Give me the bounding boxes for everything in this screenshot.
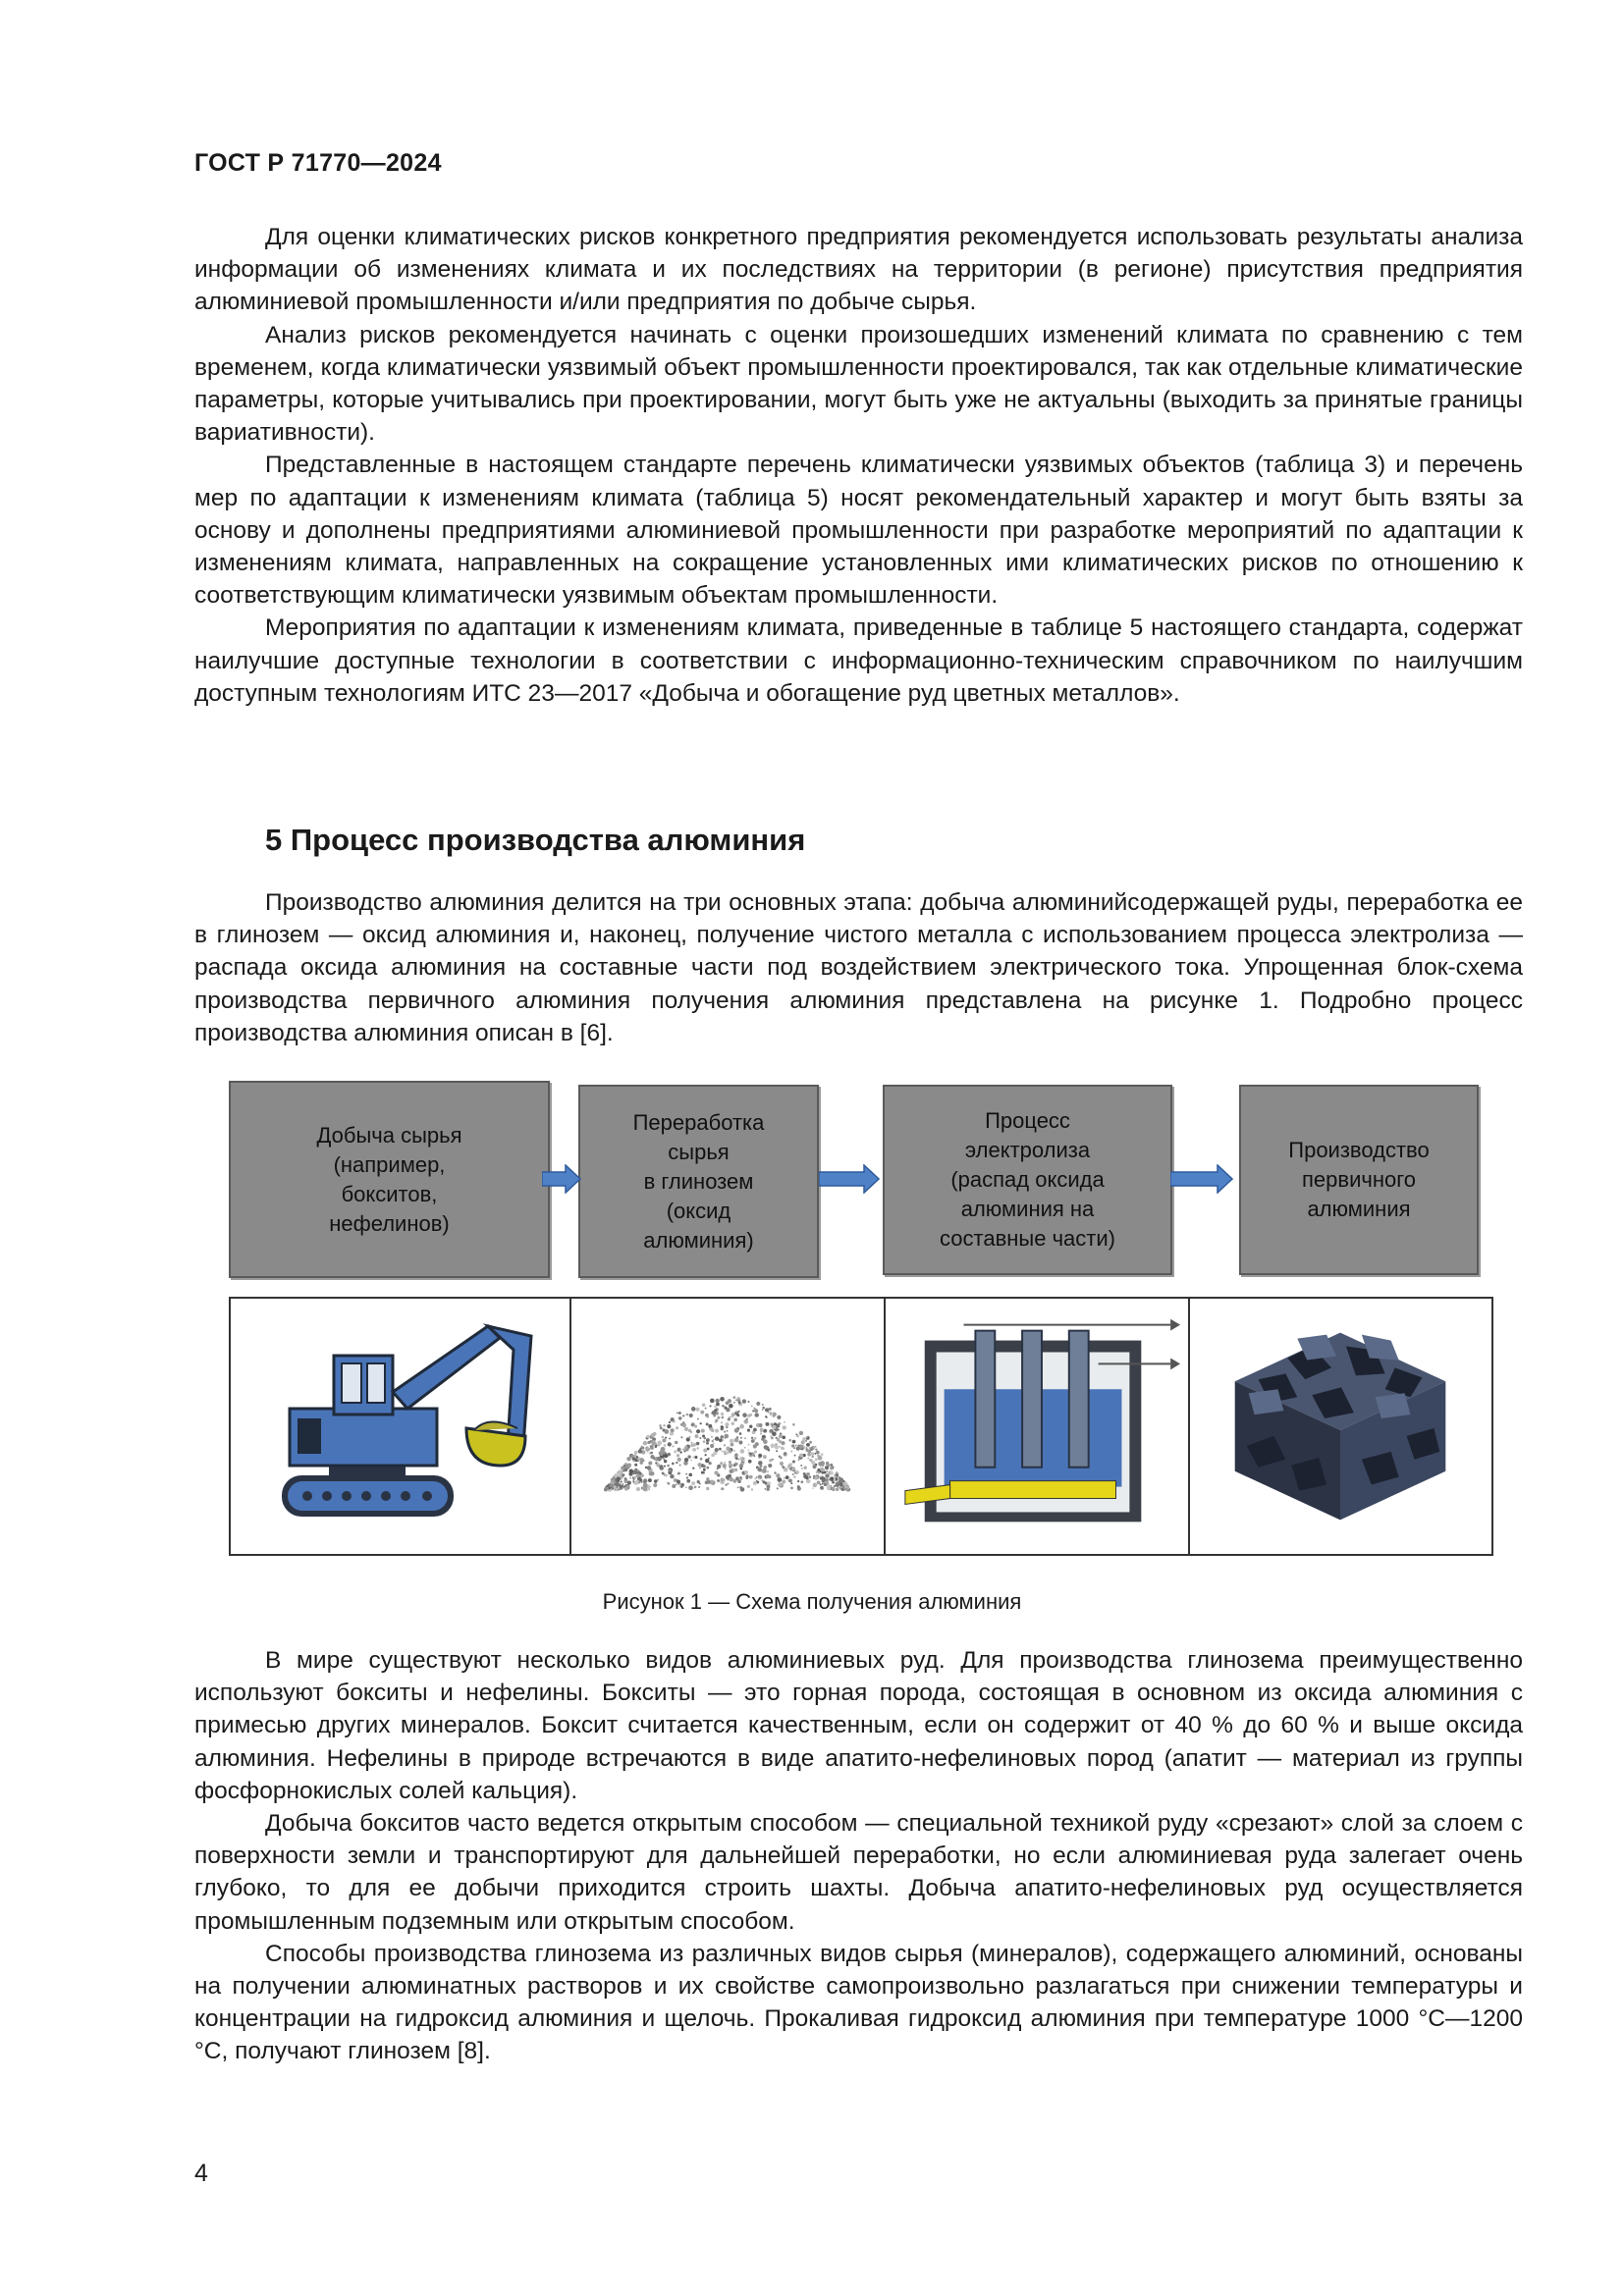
paragraph: Мероприятия по адаптации к изменениям климата, приведенные в таблице 5 настоящего стандарта, содержат наилучшие доступные технологии в соответствии с информационно-техническим справочником по наилучшим доступным технологиям ИТС 23—2017 «Добыча и обогащение руд цветных металлов». xyxy=(194,614,1523,707)
paragraph: Представленные в настоящем стандарте перечень климатически уязвимых объектов (таблица 3) и перечень мер по адаптации к изменениям климата (таблица 5) носят рекомендательный характер и могут быть взяты за основу и дополнены предприятиями алюминиевой промышленности при разработке мероприятий по адаптации к изменениям климата, направленных на сокращение установленных ими климатических рисков по отношению к соответствующим климатически уязвимым объектам промышленности. xyxy=(194,452,1523,610)
section-intro xyxy=(194,886,1523,1049)
paragraph: Способы производства глинозема из различных видов сырья (минералов), содержащего алюминий, основаны на получении алюминатных растворов и их свойстве самопроизвольно разлагаться при снижении температуры и концентрации на гидроксид алюминия и щелочь. Прокаливая гидроксид алюминия при температуре 1000 °С—1200 °С, получают глинозем [8]. xyxy=(194,1940,1523,2065)
electrolysis-cell-icon xyxy=(886,1299,1188,1554)
illustration-ingots xyxy=(1188,1299,1491,1554)
flow-step-line: Добыча сырья xyxy=(316,1122,462,1148)
flow-step-line: первичного xyxy=(1302,1167,1416,1192)
arrow-right-icon xyxy=(1170,1164,1233,1194)
illustration-excavator xyxy=(231,1299,569,1554)
flow-step-line: бокситов, xyxy=(341,1181,438,1206)
flow-step-line: алюминия) xyxy=(643,1227,754,1253)
flow-step-line: алюминия xyxy=(1307,1197,1411,1221)
alumina-powder-icon xyxy=(571,1299,884,1554)
paragraph: В мире существуют несколько видов алюминиевых руд. Для производства глинозема преимущественно используют бокситы и нефелины. Бокситы — это горная порода, состоящая в основном из оксида алюминия с примесью других минералов. Боксит считается качественным, если он содержит от 40 % до 60 % и выше оксида алюминия. Нефелины в природе встречаются в виде апатито-нефелиновых пород (апатит — материал из группы фосфорнокислых солей кальция). xyxy=(194,1647,1523,1804)
flow-step-primary-aluminium xyxy=(1239,1085,1479,1275)
arrow-right-icon xyxy=(819,1164,880,1194)
flow-step-refining xyxy=(578,1085,819,1278)
flow-step-line: Производство xyxy=(1288,1138,1430,1162)
section-heading: 5 Процесс производства алюминия xyxy=(265,823,806,857)
flow-step-line: электролиза xyxy=(964,1138,1091,1162)
flow-step-line: (распад оксида xyxy=(950,1167,1105,1192)
flow-step-line: Процесс xyxy=(985,1108,1070,1133)
flow-step-line: нефелинов) xyxy=(329,1210,450,1236)
flow-step-line: сырья xyxy=(668,1139,730,1164)
document-header: ГОСТ Р 71770—2024 xyxy=(194,149,442,177)
paragraph: Производство алюминия делится на три основных этапа: добыча алюминийсодержащей руды, переработка ее в глинозем — оксид алюминия и, наконец, получение чистого металла с использованием процесса электролиза — распада оксида алюминия на составные части под воздействием электрического тока. Упрощенная блок-схема производства первичного алюминия получения алюминия представлена на рисунке 1. Подробно процесс производства алюминия описан в [6]. xyxy=(194,889,1523,1046)
body-text-top xyxy=(194,221,1523,710)
flow-step-line: (оксид xyxy=(666,1198,731,1223)
illustration-electrolysis xyxy=(884,1299,1188,1554)
arrow-right-icon xyxy=(542,1164,581,1194)
process-illustrations xyxy=(229,1297,1493,1556)
illustration-alumina xyxy=(569,1299,884,1554)
paragraph: Анализ рисков рекомендуется начинать с оценки произошедших изменений климата по сравнению с тем временем, когда климатически уязвимый объект промышленности проектировался, так как отдельные климатические параметры, которые учитывались при проектировании, могут быть уже не актуальны (выходить за принятые границы вариативности). xyxy=(194,321,1523,447)
figure-caption: Рисунок 1 — Схема получения алюминия xyxy=(602,1589,1022,1614)
paragraph: Для оценки климатических рисков конкретного предприятия рекомендуется использовать результаты анализа информации об изменениях климата и их последствиях на территории (в регионе) присутствия предприятия алюминиевой промышленности и/или предприятия по добыче сырья. xyxy=(194,224,1523,316)
page-number: 4 xyxy=(194,2160,208,2187)
aluminium-ingots-icon xyxy=(1190,1299,1491,1554)
flow-step-line: алюминия на xyxy=(960,1197,1095,1221)
paragraph: Добыча бокситов часто ведется открытым способом — специальной техникой руду «срезают» слой за слоем с поверхности земли и транспортируют для дальнейшей переработки, но если алюминиевая руда залегает очень глубоко, то для ее добычи приходится строить шахты. Добыча апатито-нефелиновых руд осуществляется промышленным подземным или открытым способом. xyxy=(194,1810,1523,1935)
flow-step-line: составные части) xyxy=(940,1226,1115,1251)
flow-step-line: (например, xyxy=(333,1151,446,1177)
excavator-icon xyxy=(231,1299,569,1554)
flow-step-line: в глинозем xyxy=(643,1168,754,1194)
body-text-bottom xyxy=(194,1644,1523,2068)
flow-step-electrolysis xyxy=(883,1085,1172,1275)
flow-step-mining xyxy=(229,1081,550,1278)
flow-step-line: Переработка xyxy=(632,1109,765,1135)
